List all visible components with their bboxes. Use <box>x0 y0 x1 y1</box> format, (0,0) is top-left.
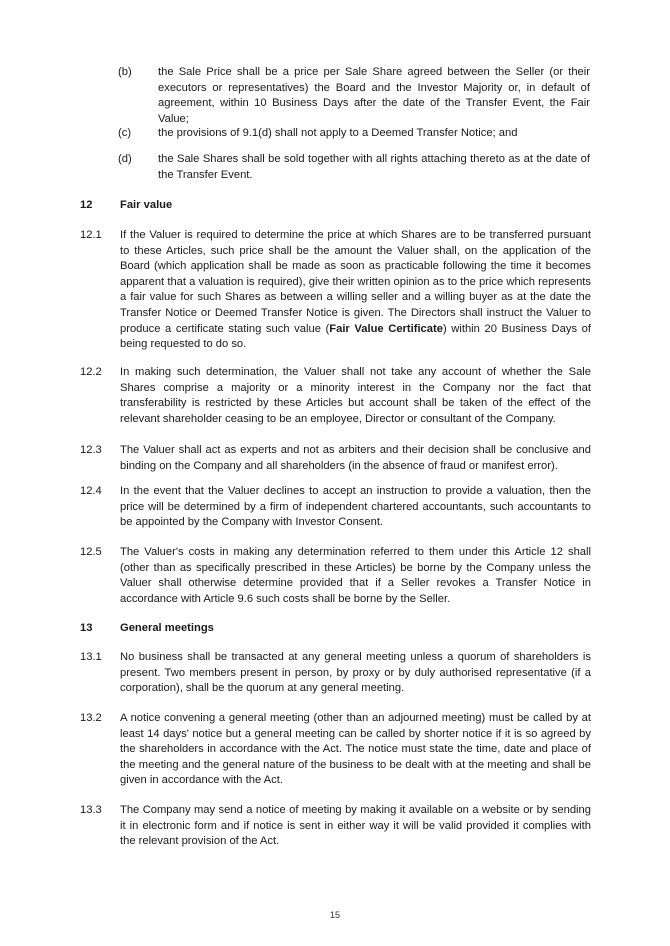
clause-text <box>120 228 591 353</box>
clause-text: The Valuer shall act as experts and not as arbiters and their decision shall be conclusive and binding on the Company and all shareholders (in the absence of fraud or manifest error). <box>120 444 591 472</box>
clause-number: 13.2 <box>80 712 102 724</box>
clause-number: 12.2 <box>80 366 102 378</box>
section-title: Fair value <box>120 199 173 211</box>
page-number: 15 <box>329 910 340 920</box>
clause-text: No business shall be transacted at any general meeting unless a quorum of shareholders is present. Two members present in person, by proxy or by duly authorised representative (if a corporation), shall be the quorum at any general meeting. <box>120 651 591 695</box>
clause-number: 12.3 <box>80 444 102 456</box>
clause-text-part: ) within 20 Business Days of being requested to do so. <box>120 322 591 351</box>
clause-text: A notice convening a general meeting (other than an adjourned meeting) must be called by at least 14 days' notice but a general meeting can be called by shorter notice if it is so agreed by the shareholders in accordance with the Act. The notice must state the time, date and place of the meeting and the general nature of the business to be dealt with at the meeting and shall be given in accordance with the Act. <box>120 712 591 787</box>
subitem-label: (c) <box>118 127 132 139</box>
clause-number: 12.5 <box>80 546 102 558</box>
subitem-label: (b) <box>118 66 132 78</box>
clause-number: 13.1 <box>80 651 102 663</box>
subitem-text: the Sale Price shall be a price per Sale Share agreed between the Seller (or their executors or representatives) the Board and the Investor Majority or, in default of agreement, within 10 Business Days after the date of the Transfer Event, the Fair Value; <box>158 66 590 125</box>
subitem-text: the provisions of 9.1(d) shall not apply to a Deemed Transfer Notice; and <box>158 127 518 139</box>
clause-text-part: If the Valuer is required to determine the price at which Shares are to be transferred pursuant to these Articles, such price shall be the amount the Valuer shall, on the application of the Board (which application shall be made as soon as practicable following the time it becomes apparent that a valuation is required), give their written opinion as to the price which represents a fair value for such Shares as between a willing seller and a willing buyer as at the date the Transfer Notice or Deemed Transfer Notice is given. The Directors shall instruct the Valuer to produce a certificate stating such value ( <box>120 229 591 335</box>
subitem-label: (d) <box>118 153 132 165</box>
clause-number: 13.3 <box>80 804 102 816</box>
clause-number: 12.1 <box>80 229 102 241</box>
clause-text: The Company may send a notice of meeting by making it available on a website or by sending it in electronic form and if notice is sent in either way it will be valid provided it complies with the relevant provision of the Act. <box>120 804 591 848</box>
section-number: 12 <box>80 199 93 211</box>
defined-term: Fair Value Certificate <box>329 322 443 335</box>
clause-text: In the event that the Valuer declines to accept an instruction to provide a valuation, then the price will be determined by a firm of independent chartered accountants, such accountants to be appointed by the Company with Investor Consent. <box>120 485 591 529</box>
clause-text: The Valuer's costs in making any determination referred to them under this Article 12 shall (other than as specifically prescribed in these Articles) be borne by the Company unless the Valuer shall otherwise determine provided that if a Seller revokes a Transfer Notice in accordance with Article 9.6 such costs shall be borne by the Seller. <box>120 546 591 605</box>
subitem-text: the Sale Shares shall be sold together with all rights attaching thereto as at the date of the Transfer Event. <box>158 153 590 181</box>
clause-number: 12.4 <box>80 485 102 497</box>
section-title: General meetings <box>120 622 214 634</box>
clause-text: In making such determination, the Valuer shall not take any account of whether the Sale Shares comprise a majority or a minority interest in the Company nor the fact that transferability is restricted by these Articles but account shall be taken of the effect of the relevant shareholder ceasing to be an employee, Director or consultant of the Company. <box>120 366 591 425</box>
section-number: 13 <box>80 622 93 634</box>
